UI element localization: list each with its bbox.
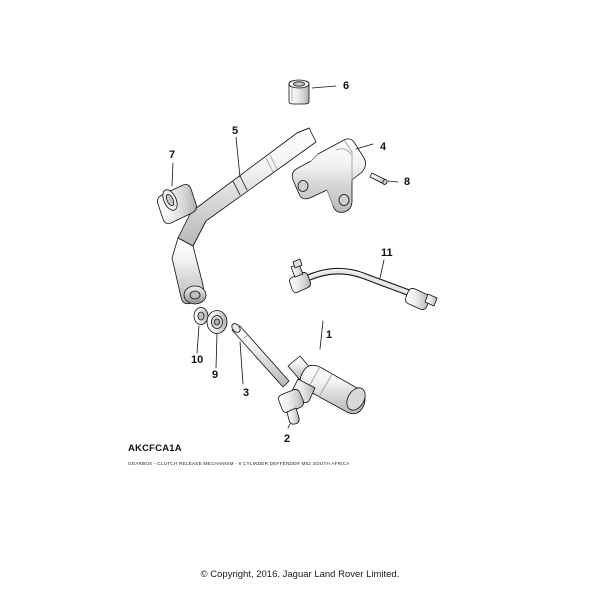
callout-2: 2 — [284, 433, 291, 445]
callout-9: 9 — [212, 369, 219, 381]
callout-10: 10 — [191, 354, 204, 366]
callout-5: 5 — [232, 125, 239, 137]
callout-1: 1 — [326, 329, 333, 341]
part-10-washer — [194, 308, 208, 325]
part-11-hose — [289, 259, 437, 310]
callout-6: 6 — [343, 80, 350, 92]
copyright-notice: © Copyright, 2016. Jaguar Land Rover Limited. — [200, 569, 400, 580]
part-6-bush — [289, 80, 309, 104]
part-description: GEARBOX - CLUTCH RELEASE MECHANISM - 6 CYLINDER DEFFENDER M52 SOUTH AFRICA — [128, 461, 350, 466]
part-code: AKCFCA1A — [128, 443, 182, 454]
callout-11: 11 — [381, 247, 393, 259]
part-5-lower-arm — [172, 238, 206, 304]
part-3-push-rod — [230, 322, 289, 387]
part-8-pin — [370, 173, 388, 185]
callout-3: 3 — [243, 387, 250, 399]
callout-8: 8 — [404, 176, 411, 188]
part-2-bolt — [279, 389, 304, 424]
callout-7: 7 — [169, 149, 176, 161]
callout-4: 4 — [380, 141, 387, 153]
part-5-cross-shaft — [178, 125, 316, 246]
part-9-washer — [207, 311, 227, 334]
